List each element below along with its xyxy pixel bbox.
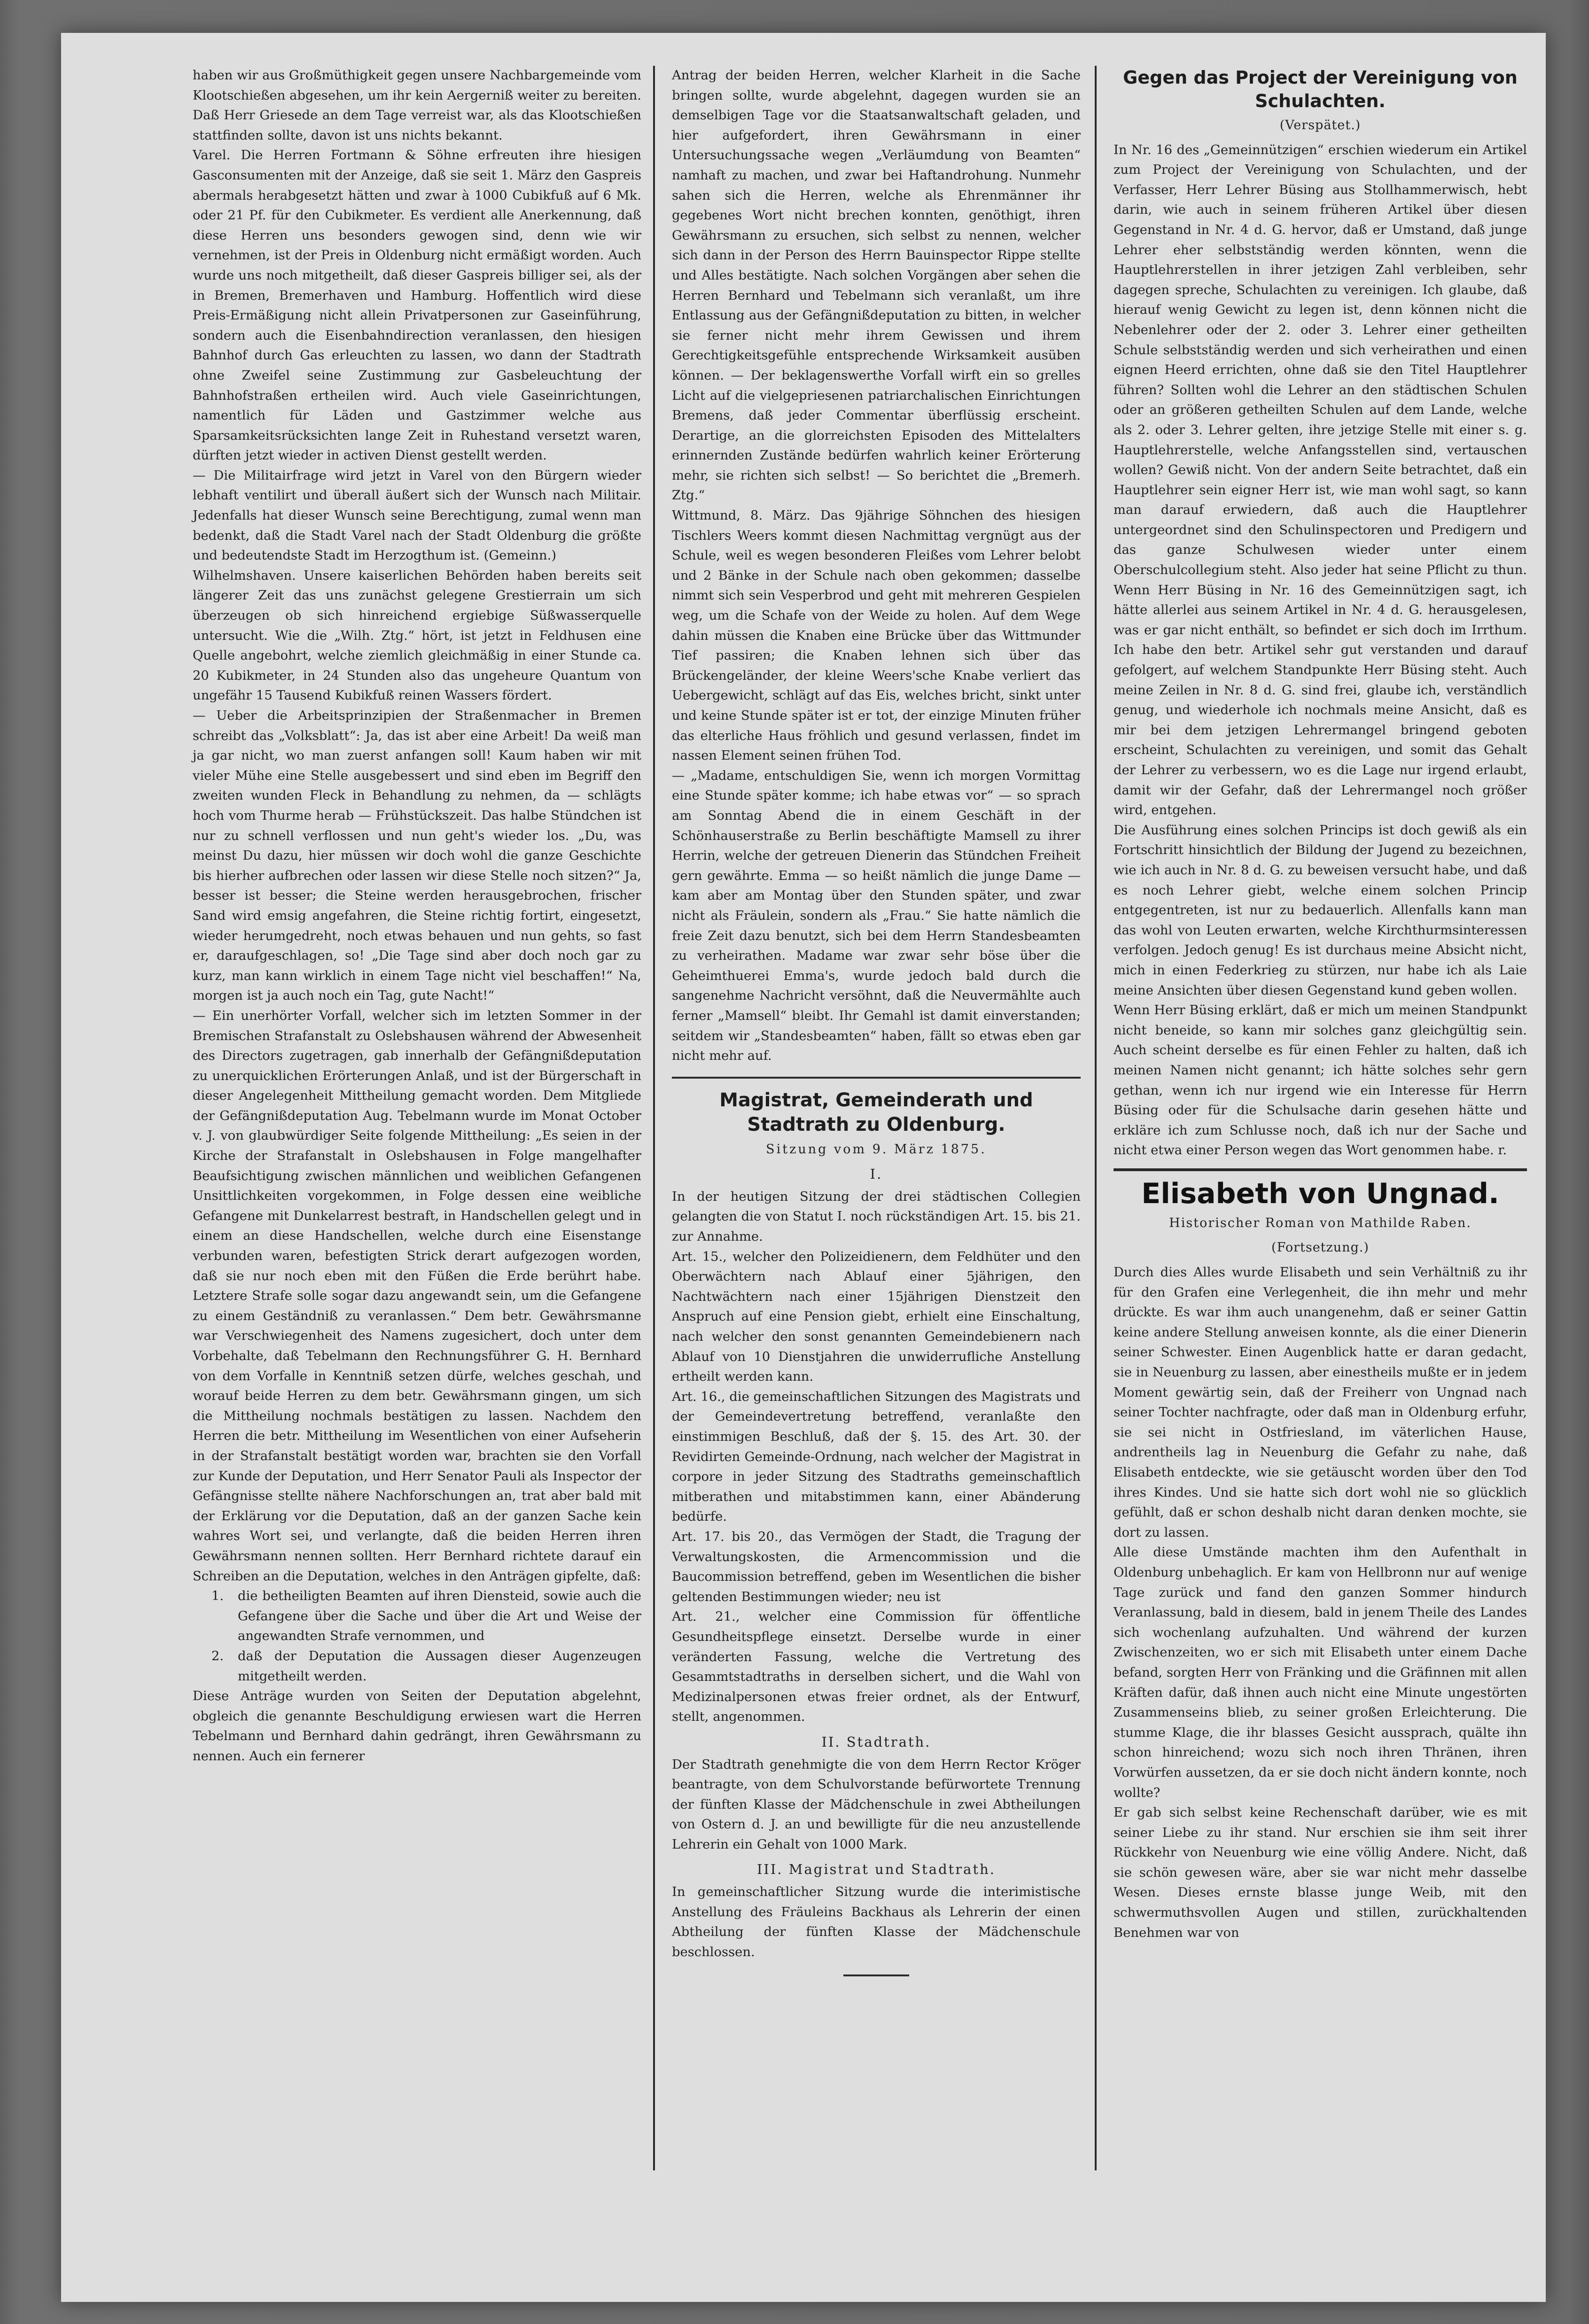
- novel-para-3: Er gab sich selbst keine Rechenschaft darüber, wie es mit seiner Liebe zu ihr stand. Nur erschien sie ihm seit ihrer Rückkehr von Neuenburg wie eine völlig Andere. Nicht, daß sie schön gewesen wäre, aber sie war nicht mehr dasselbe Wesen. Dieses ernste blasse junge Weib, mit den schwermuthsvollen Augen und stillen, zurückhaltenden Benehmen war von: [1114, 1805, 1527, 1940]
- column-rule-right: [1095, 66, 1097, 2170]
- novel-para-1: Durch dies Alles wurde Elisabeth und sein Verhältniß zu ihr für den Grafen eine Verlegenheit, die ihn mehr und mehr drückte. Es war ihm auch unangenehm, daß er seiner Gattin keine andere Stellung anweisen konnte, als die einer Dienerin seiner Schwester. Einen Augenblick hatte er daran gedacht, sie in Neuenburg zu lassen, aber einestheils mußte er in jedem Moment gewärtig sein, daß der Freiherr von Ungnad nach seiner Tochter nachfragte, oder daß man in Oldenburg erfuhr, sie sei nicht in Ostfriesland, im väterlichen Hause, andrentheils lag in Neuenburg die Gefahr zu nahe, daß Elisabeth entdeckte, wie sie getäuscht worden über den Tod ihres Kindes. Und sie hatte sich dort wohl nie so glücklich gefühlt, daß er schon deshalb nicht daran denken mochte, sie dort zu lassen.: [1114, 1265, 1527, 1540]
- session-date: Sitzung vom 9. März 1875.: [766, 1142, 987, 1157]
- column-2: [672, 66, 1081, 1976]
- session-para: In der heutigen Sitzung der drei städtischen Collegien gelangten die von Statut I. noch rückständigen Art. 15. bis 21. zur Annahme.: [672, 1189, 1081, 1244]
- section-rule: [672, 1077, 1081, 1079]
- col1-para-wilhelmshaven: Wilhelmshaven. Unsere kaiserlichen Behörden haben bereits seit längerer Zeit das uns zunächst gelegene Grestierrain um sich überzeugen ob sich hinreichend ergiebige Süßwasserquelle untersucht. Wie die „Wilh. Ztg.“ hört, ist jetzt in Feldhusen eine Quelle angebohrt, welche ziemlich gleichmäßig in einer Stunde ca. 20 Kubikmeter, in 24 Stunden also das ungeheure Quantum von ungefähr 15 Tausend Kubikfuß reinen Wassers fördert.: [193, 568, 641, 703]
- list-item: [193, 1586, 641, 1647]
- column-3: [1114, 66, 1527, 1943]
- list-item: [193, 1647, 641, 1687]
- list-text: daß der Deputation die Aussagen dieser Augenzeugen mitgetheilt werden.: [238, 1648, 641, 1684]
- session-para: Art. 15., welcher den Polizeidienern, dem Feldhüter und den Oberwächtern nach Ablauf einer 5jährigen, den Nachtwächtern nach einer 15jährigen Dienstzeit den Anspruch auf eine Pension giebt, erhielt eine Einschaltung, nach welcher den sonst genannten Gemeindebienern nach Ablauf von 10 Dienstjahren die unwiderrufliche Anstellung ertheilt werden kann.: [672, 1249, 1081, 1384]
- col1-para-militair: — Die Militairfrage wird jetzt in Varel von den Bürgern wieder lebhaft ventilirt und überall äußert sich der Wunsch nach Militair. Jedenfalls hat dieser Wunsch seine Berechtigung, zumal wenn man bedenkt, daß die Stadt Varel nach der Stadt Oldenburg die größte und bedeutendste Stadt im Herzogthum ist. (Gemeinn.): [193, 468, 641, 563]
- col3-para-2: Die Ausführung eines solchen Princips ist doch gewiß als ein Fortschritt hinsichtlich der Bildung der Jugend zu bezeichnen, wie ich auch in Nr. 8 d. G. zu beweisen versucht habe, und daß es noch Lehrer giebt, welche einem solchen Princip entgegentreten, ist nur zu bedauerlich. Allenfalls kann man das wohl von Leuten erwarten, welche Kirchthurmsinteressen verfolgen. Jedoch genug! Es ist durchaus meine Absicht nicht, mich in einen Federkrieg zu stürzen, nur habe ich als Laie meine Ansichten über diesen Gegenstand kund geben wollen.: [1114, 823, 1527, 998]
- column-rule-left: [653, 66, 655, 2170]
- section-stadtrath: II. Stadtrath.: [821, 1733, 931, 1750]
- section-magistrat-stadtrath: III. Magistrat und Stadtrath.: [756, 1861, 996, 1878]
- novel-para-2: Alle diese Umstände machten ihm den Aufenthalt in Oldenburg unbehaglich. Er kam von Hellbronn nur auf wenige Tage zurück und fand den ganzen Sommer hindurch Veranlassung, bald in diesem, bald in jenem Theile des Landes sich wochenlang aufzuhalten. Und während der kurzen Zwischenzeiten, wo er sich mit Elisabeth unter einem Dache befand, sorgten Herr von Fränking und die Gräfinnen mit allen Kräften dafür, daß ihnen auch nicht eine Minute ungestörten Zusammenseins blieb, zu seiner großen Erleichterung. Die stumme Klage, die ihr blasses Gesicht aussprach, quälte ihn schon hinreichend; wozu sich noch ihren Thränen, ihren Vorwürfen aussetzen, da er sie doch nicht ändern konnte, noch wollte?: [1114, 1545, 1527, 1800]
- section-rule: [1114, 1168, 1527, 1171]
- session-para: Art. 21., welcher eine Commission für öffentliche Gesundheitspflege einsetzt. Derselbe wurde in einer veränderten Fassung, welche die Vertretung des Gesammtstadtraths in derselben sichert, und die Wahl von Medizinalpersonen etwas freier ordnet, als der Entwurf, stellt, angenommen.: [672, 1609, 1081, 1725]
- col1-para-strassenmacher: — Ueber die Arbeitsprinzipien der Straßenmacher in Bremen schreibt das „Volksblatt“: Ja, das ist aber eine Arbeit! Da weiß man ja gar nicht, wo man zuerst anfangen soll! Kaum haben wir mit vieler Mühe eine Stelle ausgebessert und sind eben im Begriff den zweiten wunden Fleck in Behandlung zu nehmen, da — schlägts hoch vom Thurme herab — Frühstückszeit. Das halbe Stündchen ist nur zu schnell verflossen und nun geht's wieder los. „Du, was meinst Du dazu, hier müssen wir doch wohl die ganze Geschichte bis hierher aufbrechen oder lassen wir diese Stelle noch sitzen?“ Ja, besser ist besser; die Steine werden herausgebrochen, frischer Sand wird emsig angefahren, die Steine richtig fortirt, eingesetzt, wieder herumgedreht, noch etwas behauen und nun gehts, so fast er, daraufgeschlagen, so! „Die Tage sind aber doch noch gar zu kurz, man kann wirklich in einem Tage nicht viel beschaffen!“ Na, morgen ist ja auch noch ein Tag, gute Nacht!“: [193, 708, 641, 1003]
- section-numeral-1: I.: [870, 1166, 883, 1182]
- col2-para-wittmund: Wittmund, 8. März. Das 9jährige Söhnchen des hiesigen Tischlers Weers kommt diesen Nachmittag vergnügt aus der Schule, weil es wegen besonderen Fleißes vom Lehrer belobt und 2 Bänke in der Schule nach oben gekommen; dasselbe nimmt sich sein Vesperbrod und geht mit mehreren Gespielen weg, um die Schafe von der Weide zu holen. Auf dem Wege dahin müssen die Knaben eine Brücke über das Wittmunder Tief passiren; die Knaben lehnen sich über das Brückengeländer, der kleine Weers'sche Knabe verliert das Uebergewicht, schlägt auf das Eis, welches bricht, sinkt unter und keine Stunde später ist er tot, der einzige Minuten früher das elterliche Haus fröhlich und gesund verlassen, findet im nassen Element seinen frühen Tod.: [672, 508, 1081, 763]
- col2-para-antrag: Antrag der beiden Herren, welcher Klarheit in die Sache bringen sollte, wurde abgelehnt, dagegen wurden sie an demselbigen Tage vor die Staatsanwaltschaft geladen, und hier aufgefordert, ihren Gewährsmann in einer Untersuchungssache wegen „Verläumdung von Beamten“ namhaft zu machen, und zwar bei Haftandrohung. Nunmehr sahen sich die Herren, welche als Ehrenmänner ihr gegebenes Wort nicht brechen konnten, genöthigt, ihren Gewährsmann zu ersuchen, sich selbst zu nennen, welcher sich dann in der Person des Herrn Bauinspector Rippe stellte und Alles bestätigte. Nach solchen Vorgängen aber sehen die Herren Bernhard und Tebelmann sich veranlaßt, um ihre Entlassung aus der Gefängnißdeputation zu bitten, in welcher sie ferner nicht mehr ihrem Gewissen und ihrem Gerechtigkeitsgefühle entsprechende Wirksamkeit ausüben können. — Der beklagenswerthe Vorfall wirft ein so grelles Licht auf die vielgepriesenen patriarchalischen Einrichtungen Bremens, daß jeder Commentar überflüssig erscheint. Derartige, an die glorreichsten Episoden des Mittelalters erinnernden Zustände bedürfen wahrlich keiner Erörterung mehr, sie richten sich selbst! — So berichtet die „Bremerh. Ztg.“: [672, 68, 1081, 503]
- col1-para-varel: Varel. Die Herren Fortmann & Söhne erfreuten ihre hiesigen Gasconsumenten mit der Anzeige, daß sie seit 1. März den Gaspreis abermals herabgesetzt hätten und zwar à 1000 Cubikfuß auf 6 Mk. oder 21 Pf. für den Cubikmeter. Es verdient alle Anerkennung, daß diese Herren uns besonders gewogen sind, denn wie wir vernehmen, ist der Preis in Oldenburg nicht ermäßigt worden. Auch wurde uns noch mitgetheilt, daß dieser Gaspreis billiger sei, als der in Bremen, Bremerhaven und Hamburg. Hoffentlich wird diese Preis-Ermäßigung nicht allein Privatpersonen zur Gaseinführung, sondern auch die Eisenbahndirection veranlassen, den hiesigen Bahnhof durch Gas erleuchten zu lassen, wo dann der Stadtrath ohne Zweifel seine Zustimmung zur Gasbeleuchtung der Bahnhofstraßen ertheilen wird. Auch viele Gaseinrichtungen, namentlich für Läden und Gastzimmer welche aus Sparsamkeitsrücksichten lange Zeit in Ruhestand versetzt waren, dürften jetzt wieder in activen Dienst gestellt werden.: [193, 148, 641, 463]
- novel-continuation: (Fortsetzung.): [1271, 1240, 1369, 1255]
- col1-para-antraege: Diese Anträge wurden von Seiten der Deputation abgelehnt, obgleich die genannte Beschuldigung erwiesen wart die Herren Tebelmann und Bernhard dahin gedrängt, ihren Gewährsmann zu nennen. Auch ein fernerer: [193, 1689, 641, 1764]
- session-para: In gemeinschaftlicher Sitzung wurde die interimistische Anstellung des Fräuleins Backhaus als Lehrerin der einen Abtheilung der fünften Klasse der Mädchenschule beschlossen.: [672, 1885, 1081, 1959]
- col2-para-madame: — „Madame, entschuldigen Sie, wenn ich morgen Vormittag eine Stunde später komme; ich habe etwas vor“ — so sprach am Sonntag Abend die in einem Geschäft in der Schönhauserstraße zu Berlin beschäftigte Mamsell zu ihrer Herrin, welche der getreuen Dienerin das Stündchen Freiheit gern gewährte. Emma — so heißt nämlich die junge Dame — kam aber am Montag über den Stunden später, und zwar nicht als Fräulein, sondern als „Frau.“ Sie hatte nämlich die freie Zeit dazu benutzt, sich bei dem Herrn Standesbeamten zu verheirathen. Madame war zwar sehr böse über die Geheimthuerei Emma's, wurde jedoch bald durch die sangenehme Nachricht versöhnt, daß die Neuvermählte auch ferner „Mamsell“ bleibt. Ihr Gemahl ist damit einverstanden; seitdem wir „Standesbeamten“ haben, fällt so etwas eben gar nicht mehr auf.: [672, 768, 1081, 1064]
- novel-title: Elisabeth von Ungnad.: [1141, 1177, 1499, 1210]
- col1-para-1: haben wir aus Großmüthigkeit gegen unsere Nachbargemeinde vom Klootschießen abgesehen, um ihr kein Aergerniß weiter zu bereiten. Daß Herr Griesede an dem Tage verreist war, als das Klootschießen stattfinden sollte, davon ist uns nichts bekannt.: [193, 68, 641, 143]
- magistrat-heading: Magistrat, Gemeinderath und Stadtrath zu Oldenburg.: [719, 1089, 1033, 1135]
- column-1: [193, 66, 641, 1766]
- session-para: Art. 17. bis 20., das Vermögen der Stadt, die Tragung der Verwaltungskosten, die Armencommission und die Baucommission betreffend, geben im Wesentlichen die bisher geltenden Bestimmungen wieder; neu ist: [672, 1529, 1081, 1604]
- end-rule: [843, 1974, 909, 1976]
- novel-subtitle: Historischer Roman von Mathilde Raben.: [1169, 1215, 1472, 1230]
- schulachten-heading: Gegen das Project der Vereinigung von Schulachten.: [1123, 67, 1518, 111]
- col3-para-1: In Nr. 16 des „Gemeinnützigen“ erschien wiederum ein Artikel zum Project der Vereinigung von Schulachten, und der Verfasser, Herr Lehrer Büsing aus Stollhammerwisch, hebt darin, wie auch in seinem früheren Artikel über diesen Gegenstand in Nr. 4 d. G. hervor, daß er Umstand, daß junge Lehrer eher selbstständig werden könnten, wenn die Hauptlehrerstellen in ihrer jetzigen Zahl verbleiben, sehr dagegen spreche, Schulachten zu vereinigen. Ich glaube, daß hierauf wenig Gewicht zu legen ist, denn können nicht die Nebenlehrer oder der 2. oder 3. Lehrer einer getheilten Schule selbstständig werden und sich verheirathen und einen eignen Heerd errichten, ohne daß sie den Titel Hauptlehrer führen? Sollten wohl die Lehrer an den städtischen Schulen oder an größeren getheilten Schulen auf dem Lande, welche als 2. oder 3. Lehrer gelten, ihre jetzige Stelle mit einer s. g. Hauptlehrerstelle, welche Anfangsstellen sind, vertauschen wollen? Gewiß nicht. Von der andern Seite betrachtet, daß ein Hauptlehrer sein eigner Herr ist, wie man wohl sagt, so kann man darauf erwiedern, daß auch die Hauptlehrer untergeordnet sind den Schulinspectoren und Predigern und das ganze Schulwesen wieder unter einem Oberschulcollegium steht. Also jeder hat seine Pflicht zu thun. Wenn Herr Büsing in Nr. 16 des Gemeinnützigen sagt, ich hätte allerlei aus seinem Artikel in Nr. 4 d. G. herausgelesen, was er gar nicht enthält, so befindet er sich doch im Irrthum. Ich habe den betr. Artikel sehr gut verstanden und darauf gefolgert, auf welchem Standpunkte Herr Büsing steht. Auch meine Zeilen in Nr. 8 d. G. sind frei, glaube ich, verständlich genug, und wiederhole ich nochmals meine Ansicht, daß es mir bei dem jetzigen Lehrermangel bringend geboten erscheint, Schulachten zu vereinigen, und somit das Gehalt der Lehrer zu verbessern, wo es die Lage nur irgend erlaubt, damit wir der Gefahr, daß der Lehrermangel noch größer wird, entgehen.: [1114, 142, 1527, 818]
- newspaper-page: [61, 33, 1546, 2302]
- list-number: 1.: [211, 1589, 224, 1604]
- col1-para-vorfall: — Ein unerhörter Vorfall, welcher sich im letzten Sommer in der Bremischen Strafanstalt zu Oslebshausen während der Abwesenheit des Directors zugetragen, gab innerhalb der Gefängnißdeputation zu unerquicklichen Erörterungen Anlaß, und ist der Bürgerschaft in dieser Angelegenheit Mittheilung gemacht worden. Dem Mitgliede der Gefängnißdeputation Aug. Tebelmann wurde im Monat October v. J. von glaubwürdiger Seite folgende Mittheilung: „Es seien in der Kirche der Strafanstalt in Oslebshausen in Folge mangelhafter Beaufsichtigung zwischen männlichen und weiblichen Gefangenen Unsittlichkeiten vorgekommen, in Folge dessen eine weibliche Gefangene mit Dunkelarrest bestraft, in Handschellen gelegt und in einem an diese Handschellen, welche durch eine Eisenstange verbunden waren, befestigten Strick derart aufgezogen worden, daß sie nur noch eben mit den Füßen die Erde berührt habe. Letztere Strafe solle sogar dazu angewandt sein, um die Gefangene zu einem Geständniß zu veranlassen.“ Dem betr. Gewährsmanne war Verschwiegenheit des Namens zugesichert, doch unter dem Vorbehalte, daß Tebelmann den Rechnungsführer G. H. Bernhard von dem Vorfalle in Kenntniß setzen dürfe, welches geschah, und worauf beide Herren zu dem betr. Gewährsmann gingen, um sich die Mittheilung nochmals bestätigen zu lassen. Nachdem den Herren die betr. Mittheilung im Wesentlichen von einer Aufseherin in der Strafanstalt bestätigt worden war, brachten sie den Vorfall zur Kunde der Deputation, und Herr Senator Pauli als Inspector der Gefängnisse stellte nähere Nachforschungen an, trat aber bald mit der Erklärung vor die Deputation, daß an der ganzen Sache kein wahres Wort sei, und verlangte, daß die beiden Herren ihren Gewährsmann nennen sollten. Herr Bernhard richtete darauf ein Schreiben an die Deputation, welches in den Anträgen gipfelte, daß:: [193, 1008, 641, 1584]
- session-para: Der Stadtrath genehmigte die von dem Herrn Rector Kröger beantragte, von dem Schulvorstande befürwortete Trennung der fünften Klasse der Mädchenschule in zwei Abtheilungen von Ostern d. J. an und bewilligte für die neu anzustellende Lehrerin ein Gehalt von 1000 Mark.: [672, 1757, 1081, 1852]
- col3-para-3: Wenn Herr Büsing erklärt, daß er mich um meinen Standpunkt nicht beneide, so kann mir solches ganz gleichgültig sein. Auch scheint derselbe es für einen Fehler zu halten, daß ich meinen Namen nicht genannt; ich hätte solches sehr gern gethan, wenn ich nur irgend wie ein Interesse für Herrn Büsing oder für die Schulsache darin gesehen hätte und erkläre ich zum Schlusse noch, daß ich nur der Sache und nicht etwa einer Person wegen das Wort genommen habe. r.: [1114, 1003, 1527, 1158]
- session-para: Art. 16., die gemeinschaftlichen Sitzungen des Magistrats und der Gemeindevertretung betreffend, veranlaßte den einstimmigen Beschluß, daß der §. 15. des Art. 30. der Revidirten Gemeinde-Ordnung, nach welcher der Magistrat in corpore in jeder Sitzung des Stadtraths gemeinschaftlich mitberathen und mitabstimmen kann, einer Abänderung bedürfe.: [672, 1389, 1081, 1524]
- late-note: (Verspätet.): [1279, 118, 1361, 132]
- list-text: die betheiligten Beamten auf ihren Diensteid, sowie auch die Gefangene über die Sache und über die Art und Weise der angewandten Strafe vernommen, und: [238, 1589, 641, 1644]
- list-number: 2.: [211, 1648, 224, 1663]
